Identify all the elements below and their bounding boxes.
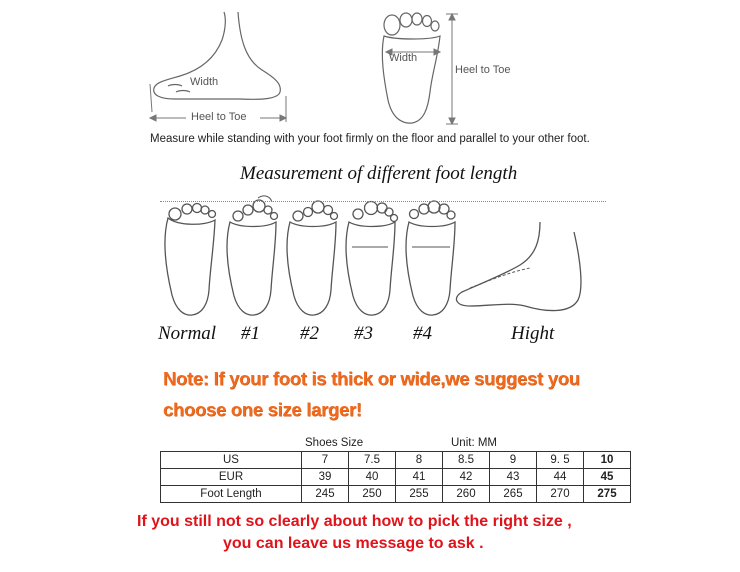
foot-label-normal: Normal bbox=[158, 323, 217, 344]
note-line-2: choose one size larger! bbox=[163, 399, 362, 420]
table-row-eur bbox=[161, 469, 631, 486]
table-cell: 260 bbox=[443, 486, 490, 503]
table-cell: 275 bbox=[584, 486, 631, 503]
row-label: US bbox=[161, 452, 302, 469]
table-cell: 45 bbox=[584, 469, 631, 486]
foot-type-4-outline bbox=[406, 201, 455, 315]
foot-types-drawing bbox=[165, 196, 581, 315]
table-cell: 44 bbox=[537, 469, 584, 486]
foot-type-2-outline bbox=[287, 201, 337, 315]
table-cell: 270 bbox=[537, 486, 584, 503]
sole-measure-arrows bbox=[386, 14, 458, 124]
foot-label-2: #2 bbox=[300, 323, 319, 344]
foot-label-3: #3 bbox=[354, 323, 373, 344]
side-width-label: Width bbox=[190, 76, 219, 88]
side-heel-to-toe-label: Heel to Toe bbox=[191, 111, 247, 123]
table-caption-unit: Unit: MM bbox=[451, 437, 497, 449]
table-cell: 9 bbox=[490, 452, 537, 469]
table-caption-shoes-size: Shoes Size bbox=[305, 437, 364, 449]
table-row-us bbox=[161, 452, 631, 469]
table-cell: 40 bbox=[349, 469, 396, 486]
sole-heel-to-toe-label: Heel to Toe bbox=[455, 64, 511, 76]
table-cell: 39 bbox=[302, 469, 349, 486]
section-title: Measurement of different foot length bbox=[240, 163, 518, 184]
measure-instruction: Measure while standing with your foot firmly on the floor and parallel to your other foot. bbox=[150, 133, 590, 145]
normal-foot-outline bbox=[165, 204, 215, 316]
table-cell: 250 bbox=[349, 486, 396, 503]
table-cell: 7.5 bbox=[349, 452, 396, 469]
dotted-divider bbox=[160, 201, 606, 202]
table-cell: 9. 5 bbox=[537, 452, 584, 469]
table-cell: 7 bbox=[302, 452, 349, 469]
foot-type-3-outline bbox=[346, 202, 397, 316]
table-cell: 41 bbox=[396, 469, 443, 486]
row-label: EUR bbox=[161, 469, 302, 486]
row-label: Foot Length bbox=[161, 486, 302, 503]
table-cell: 8 bbox=[396, 452, 443, 469]
table-cell: 265 bbox=[490, 486, 537, 503]
table-row-foot-length bbox=[161, 486, 631, 503]
table-cell: 245 bbox=[302, 486, 349, 503]
sole-width-label: Width bbox=[389, 52, 418, 64]
foot-label-1: #1 bbox=[241, 323, 260, 344]
size-table bbox=[160, 451, 631, 503]
table-cell: 43 bbox=[490, 469, 537, 486]
foot-label-high: Hight bbox=[511, 323, 555, 344]
footer-line-1: If you still not so clearly about how to pick the right size , bbox=[137, 513, 572, 530]
foot-type-1-outline bbox=[227, 196, 277, 315]
table-cell: 10 bbox=[584, 452, 631, 469]
high-arch-foot-outline bbox=[456, 222, 581, 311]
table-cell: 42 bbox=[443, 469, 490, 486]
foot-label-4: #4 bbox=[413, 323, 432, 344]
note-line-1: Note: If your foot is thick or wide,we suggest you bbox=[163, 368, 580, 389]
footer-line-2: you can leave us message to ask . bbox=[223, 535, 484, 552]
table-cell: 8.5 bbox=[443, 452, 490, 469]
sole-foot-drawing bbox=[382, 13, 440, 123]
table-cell: 255 bbox=[396, 486, 443, 503]
